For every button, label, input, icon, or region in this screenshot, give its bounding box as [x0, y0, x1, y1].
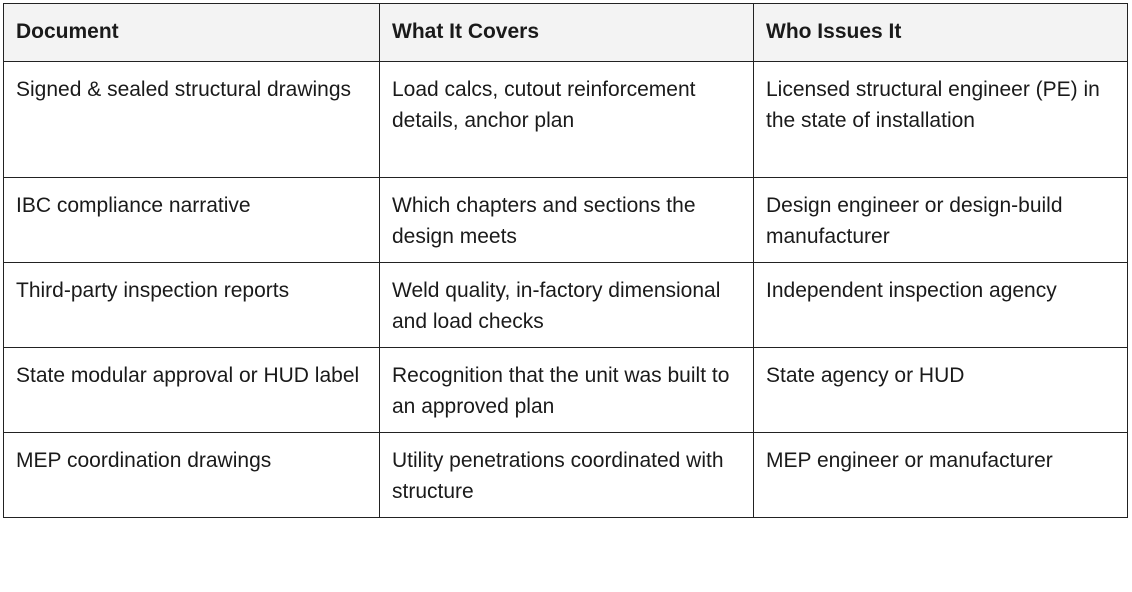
table-body [4, 62, 1128, 518]
cell-issuer: MEP engineer or manufacturer [754, 433, 1128, 518]
cell-issuer: Independent inspection agency [754, 263, 1128, 348]
header-document: Document [4, 4, 380, 62]
cell-covers: Weld quality, in-factory dimensional and load checks [380, 263, 754, 348]
document-table-container [3, 3, 1128, 518]
cell-issuer: Design engineer or design-build manufacturer [754, 178, 1128, 263]
cell-covers: Which chapters and sections the design meets [380, 178, 754, 263]
table-row [4, 263, 1128, 348]
cell-covers: Load calcs, cutout reinforcement details, anchor plan [380, 62, 754, 178]
cell-document: State modular approval or HUD label [4, 348, 380, 433]
table-header [4, 4, 1128, 62]
cell-issuer: Licensed structural engineer (PE) in the state of installation [754, 62, 1128, 178]
table-row [4, 348, 1128, 433]
table-row [4, 178, 1128, 263]
cell-covers: Utility penetrations coordinated with structure [380, 433, 754, 518]
cell-document: Third-party inspection reports [4, 263, 380, 348]
header-row [4, 4, 1128, 62]
cell-document: IBC compliance narrative [4, 178, 380, 263]
header-who-issues-it: Who Issues It [754, 4, 1128, 62]
cell-issuer: State agency or HUD [754, 348, 1128, 433]
table-row [4, 62, 1128, 178]
table-row [4, 433, 1128, 518]
document-table [3, 3, 1128, 518]
cell-document: MEP coordination drawings [4, 433, 380, 518]
cell-covers: Recognition that the unit was built to an approved plan [380, 348, 754, 433]
cell-document: Signed & sealed structural drawings [4, 62, 380, 178]
header-what-it-covers: What It Covers [380, 4, 754, 62]
